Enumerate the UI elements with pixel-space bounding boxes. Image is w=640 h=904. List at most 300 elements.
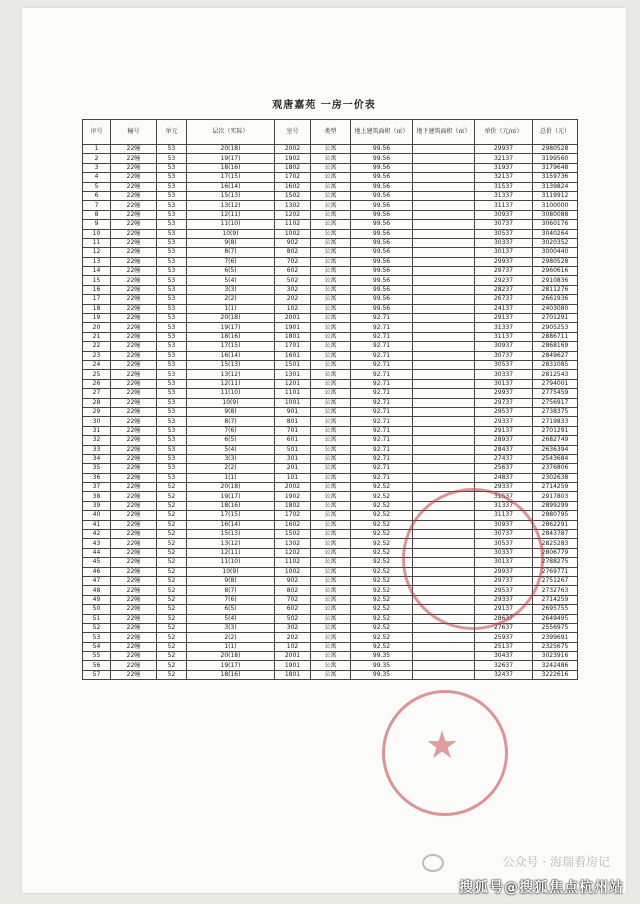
cell-index: 50 [83,605,111,614]
table-row [83,173,578,182]
table-row [83,370,578,379]
cell-unit: 52 [157,558,187,567]
cell-below-area [413,398,475,407]
cell-unit: 52 [157,548,187,557]
cell-total-price: 2886711 [533,332,578,341]
cell-type: 公寓 [311,417,351,426]
cell-unit: 52 [157,633,187,642]
cell-floor: 18(16) [187,501,275,510]
cell-below-area [413,520,475,529]
cell-unit-price: 29337 [475,595,533,604]
cell-above-area: 92.52 [351,623,413,632]
table-row [83,295,578,304]
cell-type: 公寓 [311,614,351,623]
cell-below-area [413,417,475,426]
cell-total-price: 2636394 [533,445,578,454]
cell-unit: 53 [157,473,187,482]
cell-above-area: 92.71 [351,454,413,463]
header-below-area: 地下建筑面积（㎡） [413,120,475,145]
table-row [83,605,578,614]
cell-above-area: 99.56 [351,163,413,172]
table-row [83,633,578,642]
cell-index: 5 [83,182,111,191]
cell-floor: 17(15) [187,173,275,182]
cell-above-area: 92.52 [351,642,413,651]
cell-building: 22幢 [111,586,157,595]
official-seal-stamp-lower [382,690,508,816]
cell-unit-price: 31137 [475,332,533,341]
cell-unit: 53 [157,445,187,454]
cell-room: 1202 [275,210,311,219]
cell-room: 802 [275,248,311,257]
cell-below-area [413,586,475,595]
cell-unit-price: 30537 [475,539,533,548]
cell-type: 公寓 [311,642,351,651]
header-unit: 单元 [157,120,187,145]
cell-type: 公寓 [311,652,351,661]
cell-above-area: 92.71 [351,379,413,388]
cell-building: 22幢 [111,398,157,407]
cell-building: 22幢 [111,389,157,398]
cell-floor: 15(13) [187,360,275,369]
cell-unit: 53 [157,464,187,473]
cell-above-area: 92.52 [351,492,413,501]
cell-above-area: 92.71 [351,407,413,416]
cell-above-area: 92.52 [351,520,413,529]
cell-room: 501 [275,445,311,454]
cell-above-area: 99.35 [351,652,413,661]
cell-index: 26 [83,379,111,388]
cell-room: 1902 [275,154,311,163]
cell-total-price: 3060176 [533,220,578,229]
cell-floor: 17(15) [187,342,275,351]
cell-unit: 53 [157,417,187,426]
cell-below-area [413,539,475,548]
cell-total-price: 3040264 [533,229,578,238]
cell-below-area [413,558,475,567]
cell-unit-price: 29137 [475,314,533,323]
cell-room: 1801 [275,670,311,679]
cell-total-price: 2831085 [533,360,578,369]
table-row [83,145,578,154]
cell-type: 公寓 [311,360,351,369]
cell-unit-price: 30737 [475,530,533,539]
cell-unit: 53 [157,154,187,163]
cell-above-area: 92.71 [351,332,413,341]
cell-building: 22幢 [111,173,157,182]
cell-below-area [413,173,475,182]
cell-type: 公寓 [311,539,351,548]
cell-index: 43 [83,539,111,548]
cell-room: 902 [275,576,311,585]
cell-below-area [413,605,475,614]
table-row [83,558,578,567]
cell-below-area [413,201,475,210]
cell-total-price: 2899299 [533,501,578,510]
table-row [83,567,578,576]
cell-building: 22幢 [111,332,157,341]
cell-building: 22幢 [111,623,157,632]
cell-total-price: 2905253 [533,323,578,332]
table-row [83,539,578,548]
cell-type: 公寓 [311,351,351,360]
cell-index: 4 [83,173,111,182]
cell-unit: 53 [157,182,187,191]
cell-room: 1902 [275,492,311,501]
cell-floor: 3(3) [187,285,275,294]
cell-index: 44 [83,548,111,557]
cell-unit: 52 [157,539,187,548]
cell-index: 19 [83,314,111,323]
cell-index: 22 [83,342,111,351]
cell-type: 公寓 [311,445,351,454]
cell-above-area: 99.35 [351,661,413,670]
cell-type: 公寓 [311,370,351,379]
cell-index: 36 [83,473,111,482]
cell-index: 40 [83,511,111,520]
cell-index: 3 [83,163,111,172]
cell-below-area [413,389,475,398]
cell-unit: 53 [157,173,187,182]
cell-below-area [413,314,475,323]
cell-above-area: 92.71 [351,342,413,351]
cell-total-price: 2917803 [533,492,578,501]
table-row [83,623,578,632]
cell-unit-price: 28237 [475,285,533,294]
cell-type: 公寓 [311,182,351,191]
cell-room: 301 [275,454,311,463]
cell-above-area: 99.56 [351,229,413,238]
cell-building: 22幢 [111,304,157,313]
cell-floor: 20(18) [187,145,275,154]
table-row [83,454,578,463]
cell-index: 39 [83,501,111,510]
cell-floor: 9(8) [187,238,275,247]
cell-unit-price: 25937 [475,633,533,642]
cell-unit: 53 [157,267,187,276]
cell-room: 2001 [275,652,311,661]
cell-unit-price: 29737 [475,576,533,585]
cell-unit-price: 30937 [475,342,533,351]
cell-above-area: 92.71 [351,445,413,454]
cell-type: 公寓 [311,670,351,679]
table-row [83,548,578,557]
cell-floor: 16(14) [187,182,275,191]
cell-below-area [413,342,475,351]
cell-index: 42 [83,530,111,539]
table-row [83,492,578,501]
cell-below-area [413,379,475,388]
cell-total-price: 2880795 [533,511,578,520]
cell-type: 公寓 [311,173,351,182]
cell-building: 22幢 [111,351,157,360]
cell-total-price: 2376806 [533,464,578,473]
cell-total-price: 2732763 [533,586,578,595]
cell-room: 1801 [275,332,311,341]
cell-type: 公寓 [311,661,351,670]
table-row [83,210,578,219]
cell-above-area: 92.71 [351,389,413,398]
cell-total-price: 2980528 [533,257,578,266]
cell-floor: 8(7) [187,586,275,595]
cell-below-area [413,595,475,604]
cell-floor: 15(13) [187,191,275,200]
cell-type: 公寓 [311,276,351,285]
table-row [83,426,578,435]
cell-unit-price: 30937 [475,520,533,529]
cell-below-area [413,276,475,285]
cell-index: 53 [83,633,111,642]
cell-unit: 53 [157,323,187,332]
cell-total-price: 3199560 [533,154,578,163]
cell-index: 52 [83,623,111,632]
cell-below-area [413,370,475,379]
cell-above-area: 92.52 [351,530,413,539]
cell-unit: 52 [157,586,187,595]
cell-above-area: 92.52 [351,548,413,557]
cell-index: 47 [83,576,111,585]
cell-unit: 53 [157,248,187,257]
cell-room: 801 [275,417,311,426]
cell-floor: 7(6) [187,595,275,604]
table-body [83,145,578,680]
cell-total-price: 2862291 [533,520,578,529]
cell-type: 公寓 [311,520,351,529]
cell-room: 1002 [275,567,311,576]
cell-index: 30 [83,417,111,426]
cell-type: 公寓 [311,586,351,595]
cell-below-area [413,576,475,585]
cell-above-area: 92.52 [351,614,413,623]
cell-total-price: 2751267 [533,576,578,585]
cell-unit-price: 29337 [475,483,533,492]
cell-above-area: 92.52 [351,595,413,604]
cell-room: 1702 [275,511,311,520]
table-row [83,389,578,398]
cell-room: 601 [275,436,311,445]
cell-building: 22幢 [111,257,157,266]
cell-type: 公寓 [311,323,351,332]
cell-floor: 7(6) [187,426,275,435]
cell-room: 1901 [275,323,311,332]
cell-floor: 8(7) [187,248,275,257]
cell-above-area: 92.71 [351,360,413,369]
cell-unit-price: 31137 [475,201,533,210]
cell-type: 公寓 [311,473,351,482]
cell-type: 公寓 [311,464,351,473]
cell-below-area [413,530,475,539]
cell-total-price: 3242486 [533,661,578,670]
cell-total-price: 2811276 [533,285,578,294]
cell-below-area [413,492,475,501]
cell-type: 公寓 [311,191,351,200]
cell-above-area: 99.56 [351,257,413,266]
cell-room: 302 [275,285,311,294]
table-row [83,661,578,670]
cell-above-area: 92.71 [351,417,413,426]
cell-total-price: 2806779 [533,548,578,557]
cell-type: 公寓 [311,332,351,341]
cell-room: 302 [275,623,311,632]
cell-unit-price: 30537 [475,360,533,369]
table-row [83,652,578,661]
cell-unit-price: 32637 [475,661,533,670]
cell-below-area [413,501,475,510]
cell-unit: 53 [157,304,187,313]
cell-building: 22幢 [111,163,157,172]
table-row [83,379,578,388]
cell-unit-price: 29937 [475,145,533,154]
cell-floor: 6(5) [187,436,275,445]
cell-unit-price: 25637 [475,464,533,473]
cell-total-price: 2825283 [533,539,578,548]
cell-type: 公寓 [311,530,351,539]
cell-index: 6 [83,191,111,200]
cell-total-price: 2980528 [533,145,578,154]
cell-unit-price: 30337 [475,238,533,247]
watermark-wechat: 公众号 · 海瑞看房记 [502,855,610,869]
cell-total-price: 3000440 [533,248,578,257]
cell-unit-price: 24137 [475,304,533,313]
cell-building: 22幢 [111,314,157,323]
cell-below-area [413,285,475,294]
cell-building: 22幢 [111,342,157,351]
cell-floor: 5(4) [187,614,275,623]
cell-floor: 1(1) [187,304,275,313]
cell-below-area [413,473,475,482]
cell-total-price: 2682749 [533,436,578,445]
table-row [83,154,578,163]
cell-above-area: 99.56 [351,238,413,247]
cell-building: 22幢 [111,567,157,576]
cell-total-price: 2701291 [533,314,578,323]
cell-floor: 3(3) [187,454,275,463]
cell-total-price: 2302638 [533,473,578,482]
cell-floor: 16(14) [187,351,275,360]
cell-below-area [413,210,475,219]
cell-above-area: 92.52 [351,483,413,492]
cell-room: 201 [275,464,311,473]
cell-unit: 52 [157,567,187,576]
cell-room: 101 [275,473,311,482]
cell-index: 34 [83,454,111,463]
cell-unit: 52 [157,501,187,510]
cell-type: 公寓 [311,304,351,313]
cell-index: 21 [83,332,111,341]
cell-below-area [413,163,475,172]
cell-floor: 12(11) [187,379,275,388]
cell-unit: 53 [157,398,187,407]
cell-room: 1302 [275,539,311,548]
cell-total-price: 2868169 [533,342,578,351]
cell-unit: 53 [157,436,187,445]
cell-building: 22幢 [111,285,157,294]
cell-below-area [413,436,475,445]
cell-total-price: 2769771 [533,567,578,576]
cell-unit: 53 [157,407,187,416]
cell-unit-price: 28637 [475,614,533,623]
cell-room: 1102 [275,220,311,229]
cell-type: 公寓 [311,248,351,257]
cell-unit: 52 [157,576,187,585]
cell-unit-price: 32437 [475,670,533,679]
cell-unit-price: 29737 [475,267,533,276]
cell-room: 701 [275,426,311,435]
cell-unit: 52 [157,483,187,492]
cell-above-area: 99.56 [351,276,413,285]
table-row [83,248,578,257]
table-row [83,342,578,351]
cell-unit: 53 [157,238,187,247]
cell-above-area: 99.56 [351,267,413,276]
cell-building: 22幢 [111,605,157,614]
table-row [83,520,578,529]
page-title: 观唐嘉苑 一房一价表 [272,100,376,111]
cell-type: 公寓 [311,314,351,323]
cell-total-price: 2910836 [533,276,578,285]
cell-unit: 52 [157,520,187,529]
cell-type: 公寓 [311,567,351,576]
cell-index: 32 [83,436,111,445]
cell-floor: 8(7) [187,417,275,426]
cell-building: 22幢 [111,436,157,445]
cell-unit: 52 [157,614,187,623]
cell-floor: 19(17) [187,154,275,163]
cell-unit: 53 [157,454,187,463]
cell-building: 22幢 [111,229,157,238]
table-row [83,191,578,200]
cell-above-area: 92.71 [351,370,413,379]
cell-above-area: 92.52 [351,605,413,614]
cell-unit: 52 [157,652,187,661]
cell-type: 公寓 [311,492,351,501]
table-row [83,182,578,191]
cell-index: 10 [83,229,111,238]
cell-total-price: 3159736 [533,173,578,182]
cell-below-area [413,257,475,266]
cell-unit-price: 30337 [475,370,533,379]
cell-total-price: 3020352 [533,238,578,247]
cell-type: 公寓 [311,257,351,266]
cell-floor: 20(18) [187,652,275,661]
cell-unit: 52 [157,670,187,679]
table-row [83,257,578,266]
cell-unit-price: 26737 [475,295,533,304]
cell-room: 102 [275,304,311,313]
cell-below-area [413,567,475,576]
table-row [83,464,578,473]
table-row [83,304,578,313]
wechat-icon [422,854,444,872]
cell-type: 公寓 [311,229,351,238]
cell-building: 22幢 [111,445,157,454]
cell-unit-price: 30737 [475,351,533,360]
cell-below-area [413,548,475,557]
cell-index: 14 [83,267,111,276]
cell-above-area: 99.35 [351,670,413,679]
cell-total-price: 3222616 [533,670,578,679]
cell-below-area [413,454,475,463]
cell-index: 35 [83,464,111,473]
cell-index: 16 [83,285,111,294]
cell-unit-price: 30137 [475,248,533,257]
cell-total-price: 2719833 [533,417,578,426]
cell-building: 22幢 [111,576,157,585]
cell-floor: 5(4) [187,276,275,285]
header-unit-price: 单价（元/㎡） [475,120,533,145]
cell-building: 22幢 [111,220,157,229]
cell-room: 502 [275,276,311,285]
